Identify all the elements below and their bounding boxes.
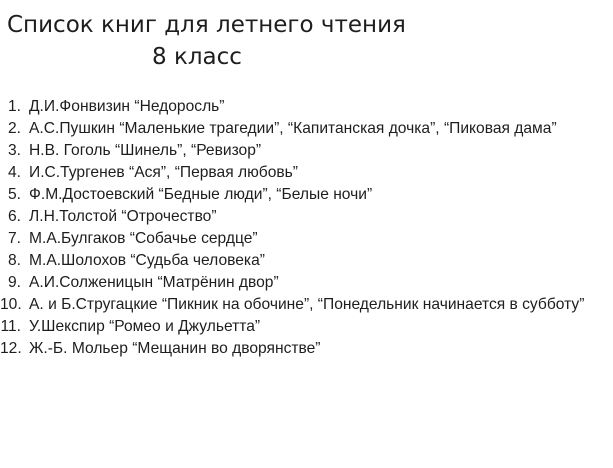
list-item	[0, 140, 605, 162]
list-item-text: Н.В. Гоголь “Шинель”, “Ревизор”	[29, 142, 262, 159]
list-item	[0, 250, 605, 272]
list-item-number: 9.	[7, 274, 21, 291]
list-item-number: 12.	[0, 340, 22, 357]
list-item	[0, 184, 605, 206]
list-item	[0, 228, 605, 250]
list-item-number: 11.	[0, 318, 21, 335]
book-list	[0, 96, 605, 360]
list-item-text: М.А.Шолохов “Судьба человека”	[29, 252, 265, 269]
list-item-text: Ф.М.Достоевский “Бедные люди”, “Белые ночи”	[29, 186, 373, 203]
list-item	[0, 272, 605, 294]
list-item-number: 10.	[0, 296, 22, 313]
list-item-number: 2.	[7, 120, 21, 137]
list-item-text: А. и Б.Стругацкие “Пикник на обочине”, “Понедельник начинается в субботу”	[29, 296, 585, 313]
list-item-number: 8.	[7, 252, 21, 269]
list-item	[0, 206, 605, 228]
list-item-text: Д.И.Фонвизин “Недоросль”	[29, 98, 225, 115]
list-item-text: А.И.Солженицын “Матрёнин двор”	[29, 274, 279, 291]
list-item	[0, 294, 605, 316]
document-subtitle: 8 класс	[152, 44, 242, 70]
list-item-number: 6.	[7, 208, 21, 225]
list-item-text: У.Шекспир “Ромео и Джульетта”	[29, 318, 261, 335]
document-title: Список книг для летнего чтения	[7, 12, 406, 38]
list-item-number: 1.	[7, 98, 21, 115]
list-item-number: 4.	[7, 164, 21, 181]
list-item-number: 3.	[7, 142, 21, 159]
list-item	[0, 118, 605, 140]
list-item-text: Л.Н.Толстой “Отрочество”	[29, 208, 217, 225]
list-item	[0, 162, 605, 184]
list-item-text: А.С.Пушкин “Маленькие трагедии”, “Капитанская дочка”, “Пиковая дама”	[29, 120, 557, 137]
list-item-number: 7.	[7, 230, 21, 247]
list-item-text: Ж.-Б. Мольер “Мещанин во дворянстве”	[29, 340, 321, 357]
list-item-text: М.А.Булгаков “Собачье сердце”	[29, 230, 258, 247]
list-item	[0, 96, 605, 118]
list-item	[0, 338, 605, 360]
list-item	[0, 316, 605, 338]
list-item-text: И.С.Тургенев “Ася”, “Первая любовь”	[29, 164, 298, 181]
list-item-number: 5.	[7, 186, 21, 203]
